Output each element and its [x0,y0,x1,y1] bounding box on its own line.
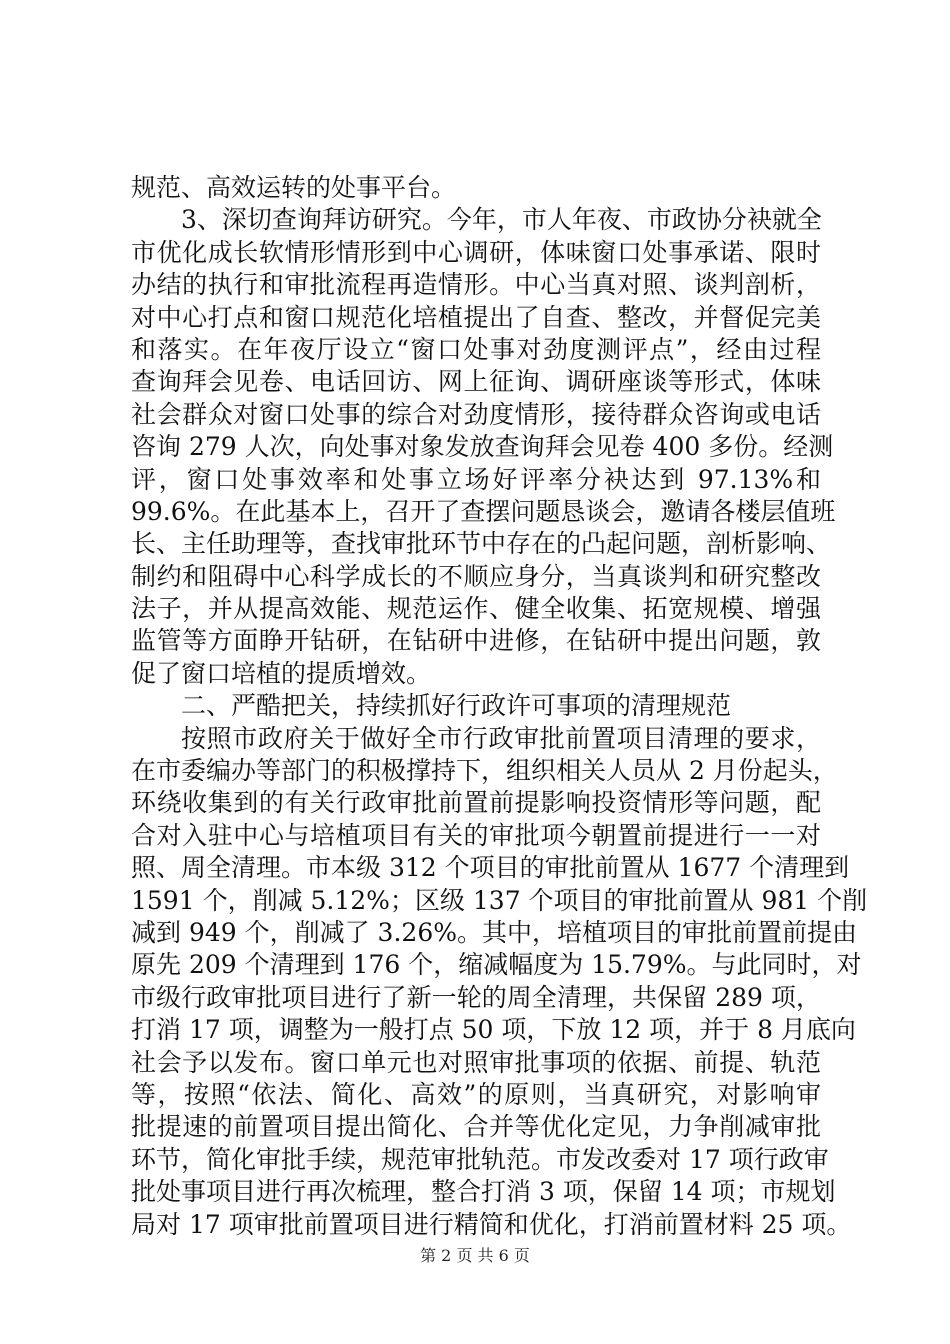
page-number-footer: 第 2 页 共 6 页 [420,1246,530,1265]
text-line: 市级行政审批项目进行了新一轮的周全清理，共保留 289 项， [131,982,821,1012]
text-line: 监管等方面睁开钻研，在钻研中进修，在钻研中提出问题，敦 [131,626,821,656]
text-line: 制约和阻碍中心科学成长的不顺应身分，当真谈判和研究整改 [131,561,821,591]
text-line: 长、主任助理等，查找审批环节中存在的凸起问题，剖析影响、 [131,529,832,559]
text-line: 促了窗口培植的提质增效。 [131,658,432,688]
text-line: 查询拜会见卷、电话回访、网上征询、调研座谈等形式，体味 [131,367,821,397]
text-line: 评，窗口处事效率和处事立场好评率分袂达到 97.13%和 [131,464,821,494]
text-line: 在市委编办等部门的积极撑持下，组织相关人员从 2 月份起头， [131,756,838,786]
section-heading: 二、严酷把关，持续抓好行政许可事项的清理规范 [181,691,732,721]
text-line: 对中心打点和窗口规范化培植提出了自查、整改，并督促完美 [131,302,821,332]
text-line: 1591 个，削减 5.12%；区级 137 个项目的审批前置从 981 个削 [131,885,868,915]
text-line: 批提速的前置项目提出简化、合并等优化定见，力争削减审批 [131,1112,821,1142]
text-line: 照、周全清理。市本级 312 个项目的审批前置从 1677 个清理到 [131,853,850,883]
text-line: 规范、高效运转的处事平台。 [131,173,457,202]
text-line: 社会群众对窗口处事的综合对劲度情形，接待群众咨询或电话 [131,399,821,429]
text-line: 法子，并从提高效能、规范运作、健全收集、拓宽规模、增强 [131,594,821,624]
text-line: 批处事项目进行再次梳理，整合打消 3 项，保留 14 项；市规划 [131,1177,836,1207]
text-line: 99.6%。在此基本上，召开了查摆问题恳谈会，邀请各楼层值班 [131,496,836,526]
text-line: 减到 949 个，削减了 3.26%。其中，培植项目的审批前置前提由 [131,917,857,947]
text-line: 局对 17 项审批前置项目进行精简和优化，打消前置材料 25 项。 [131,1209,852,1239]
text-line: 和落实。在年夜厅设立“窗口处事对劲度测评点”，经由过程 [131,334,821,364]
text-line: 原先 209 个清理到 176 个，缩减幅度为 15.79%。与此同时，对 [131,950,862,980]
text-line: 咨询 279 人次，向处事对象发放查询拜会见卷 400 多份。经测 [131,432,834,462]
text-line: 环绕收集到的有关行政审批前置前提影响投资情形等问题，配 [131,788,821,818]
text-line: 办结的执行和审批流程再造情形。中心当真对照、谈判剖析， [131,270,821,300]
text-line: 3、深切查询拜访研究。今年，市人年夜、市政协分袂就全 [181,205,822,235]
text-line: 社会予以发布。窗口单元也对照审批事项的依据、前提、轨范 [131,1047,821,1077]
text-line: 环节，简化审批手续，规范审批轨范。市发改委对 17 项行政审 [131,1144,829,1174]
text-line: 按照市政府关于做好全市行政审批前置项目清理的要求， [181,723,821,753]
text-line: 打消 17 项，调整为一般打点 50 项，下放 12 项，并于 8 月底向 [131,1015,856,1045]
text-line: 等，按照“依法、简化、高效”的原则，当真研究，对影响审 [131,1079,821,1109]
text-line: 合对入驻中心与培植项目有关的审批项今朝置前提进行一一对 [131,820,821,850]
document-body [131,172,868,1241]
text-line: 市优化成长软情形情形到中心调研，体味窗口处事承诺、限时 [131,237,821,267]
